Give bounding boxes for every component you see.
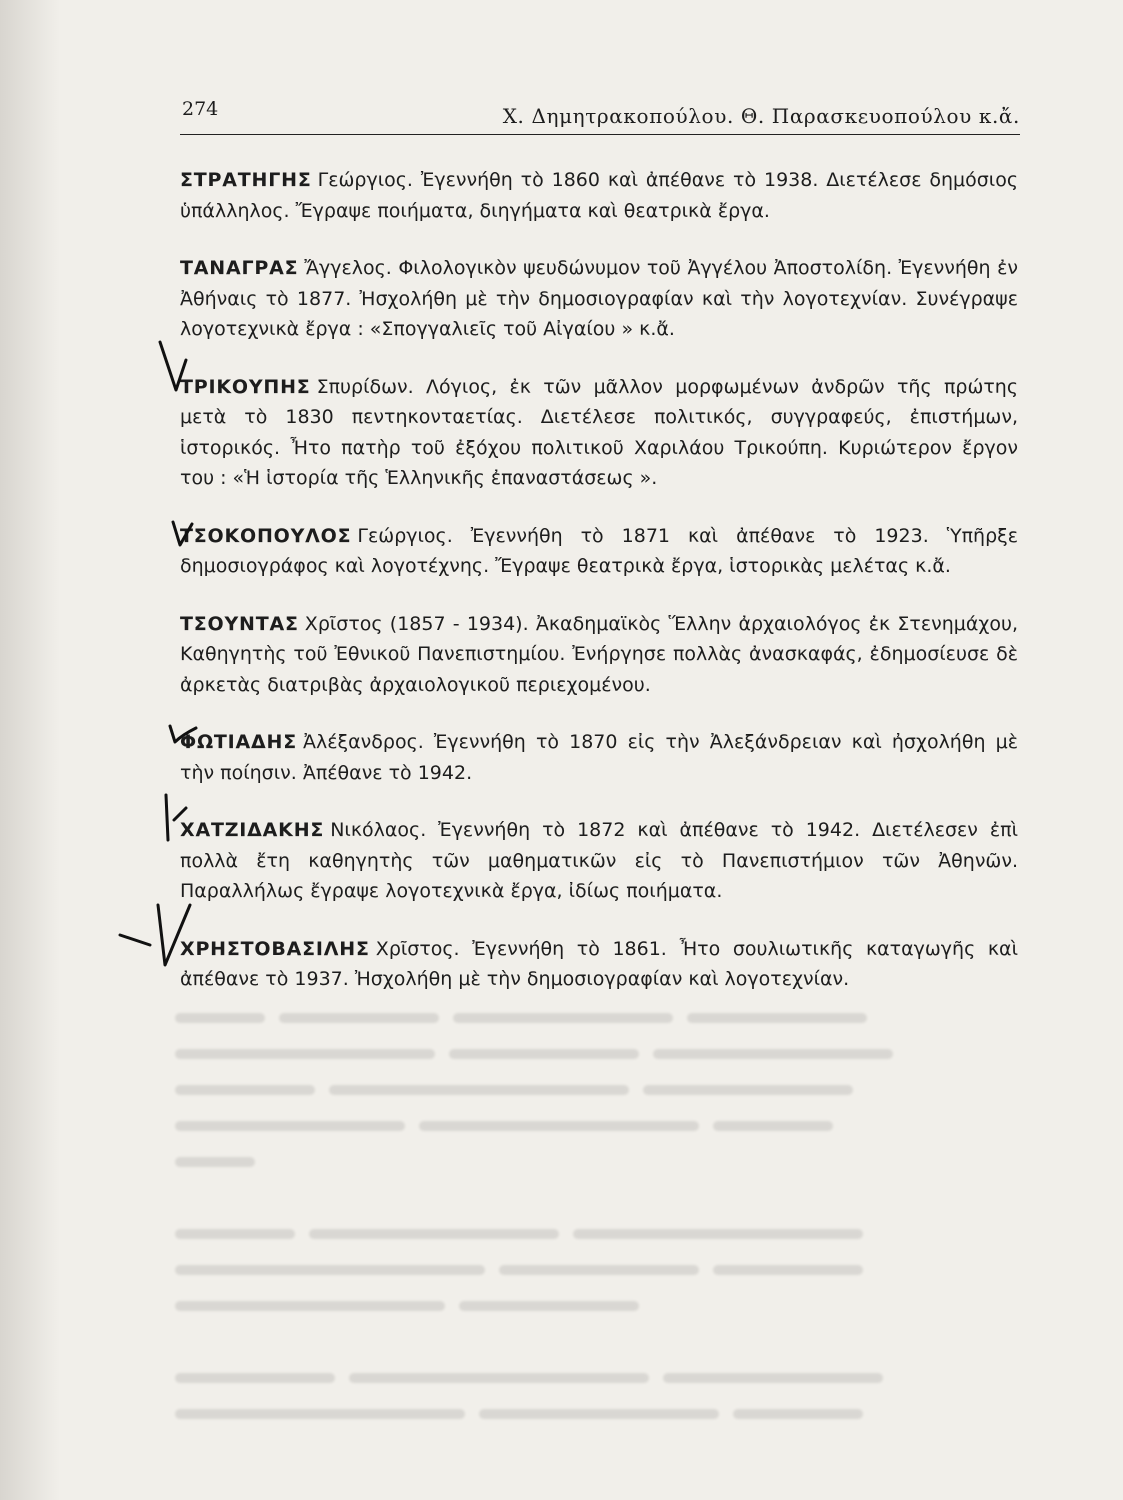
entry-tanagras [180,253,1018,345]
entry-chatzidakis [180,815,1018,907]
entry-text: Γεώργιος. Ἐγεννήθη τὸ 1871 καὶ ἀπέθανε τὸ 1923. Ὑπῆρξε δημοσιογράφος καὶ λογοτέχνης. Ἔγραψε θεατρικὰ ἔργα, ἱστορικὰς μελέτας κ.ἄ. [180,524,1018,577]
entry-surname: ΦΩΤΙΑΔΗΣ [180,731,298,753]
running-title: Χ. Δημητρακοπούλου. Θ. Παρασκευοπούλου κ.ἄ. [502,104,1020,128]
entry-surname: ΤΣΟΚΟΠΟΥΛΟΣ [180,524,352,547]
page-edge-shadow [0,0,60,1500]
bleed-through-text [175,1000,1003,1420]
entry-tsokopoulos [180,521,1018,582]
entry-fotiadis [180,727,1018,788]
entry-surname: ΧΡΗΣΤΟΒΑΣΙΛΗΣ [180,937,370,960]
entry-text: Νικόλαος. Ἐγεννήθη τὸ 1872 καὶ ἀπέθανε τὸ 1942. Διετέλεσεν ἐπὶ πολλὰ ἔτη καθηγητὴς τῶν μαθηματικῶν εἰς τὸ Πανεπιστήμιον τῶν Ἀθηνῶν. Παραλλήλως ἔγραψε λογοτεχνικὰ ἔργα, ἰδίως ποιήματα. [180,819,1018,902]
entry-surname: ΣΤΡΑΤΗΓΗΣ [180,169,312,191]
entry-christovasilis [180,934,1018,995]
entry-text: Σπυρίδων. Λόγιος, ἐκ τῶν μᾶλλον μορφωμένων ἀνδρῶν τῆς πρώτης μετὰ τὸ 1830 πεντηκονταετίας. Διετέλεσε πολιτικός, συγγραφεύς, ἐπιστήμων, ἱστορικός. Ἦτο πατὴρ τοῦ ἐξόχου πολιτικοῦ Χαριλάου Τρικούπη. Κυριώτερον ἔργον του : «Ἡ ἱστορία τῆς Ἑλληνικῆς ἐπαναστάσεως ». [180,375,1018,489]
entry-surname: ΤΣΟΥΝΤΑΣ [180,612,299,635]
entry-surname: ΧΑΤΖΙΔΑΚΗΣ [180,819,325,841]
checkmark-icon [120,935,150,945]
page-number: 274 [182,98,219,120]
entry-text: Γεώργιος. Ἐγεννήθη τὸ 1860 καὶ ἀπέθανε τὸ 1938. Διετέλεσε δημόσιος ὑπάλληλος. Ἔγραψε ποιήματα, διηγήματα καὶ θεατρικὰ ἔργα. [180,169,1018,222]
entry-text: Ἀλέξανδρος. Ἐγεννήθη τὸ 1870 εἰς τὴν Ἀλεξάνδρειαν καὶ ἠσχολήθη μὲ τὴν ποίησιν. Ἀπέθανε τὸ 1942. [180,731,1018,784]
entry-text: Ἄγγελος. Φιλολογικὸν ψευδώνυμον τοῦ Ἀγγέλου Ἀποστολίδη. Ἐγεννήθη ἐν Ἀθήναις τὸ 1877. Ἠσχολήθη μὲ τὴν δημοσιογραφίαν καὶ τὴν λογοτεχνίαν. Συνέγραψε λογοτεχνικὰ ἔργα : «Σπογγαλιεῖς τοῦ Αἰγαίου » κ.ἄ. [180,257,1018,340]
entry-list [180,165,1018,1022]
entry-surname: ΤΡΙΚΟΥΠΗΣ [180,375,311,398]
page-header [180,98,1020,135]
entry-text: Χρῖστος (1857 - 1934). Ἀκαδημαϊκὸς Ἕλλην ἀρχαιολόγος ἐκ Στενημάχου, Καθηγητὴς τοῦ Ἐθνικοῦ Πανεπιστημίου. Ἐνήργησε πολλὰς ἀνασκαφάς, ἐδημοσίευσε δὲ ἀρκετὰς διατριβὰς ἀρχαιολογικοῦ περιεχομένου. [180,612,1018,696]
entry-surname: ΤΑΝΑΓΡΑΣ [180,257,299,279]
checkmark-icon [166,795,168,840]
entry-trikoupis [180,372,1018,494]
entry-stratigis [180,165,1018,226]
entry-tsountas [180,609,1018,701]
entry-text: Χρῖστος. Ἐγεννήθη τὸ 1861. Ἦτο σουλιωτικῆς καταγωγῆς καὶ ἀπέθανε τὸ 1937. Ἠσχολήθη μὲ τὴν δημοσιογραφίαν καὶ λογοτεχνίαν. [180,937,1018,990]
